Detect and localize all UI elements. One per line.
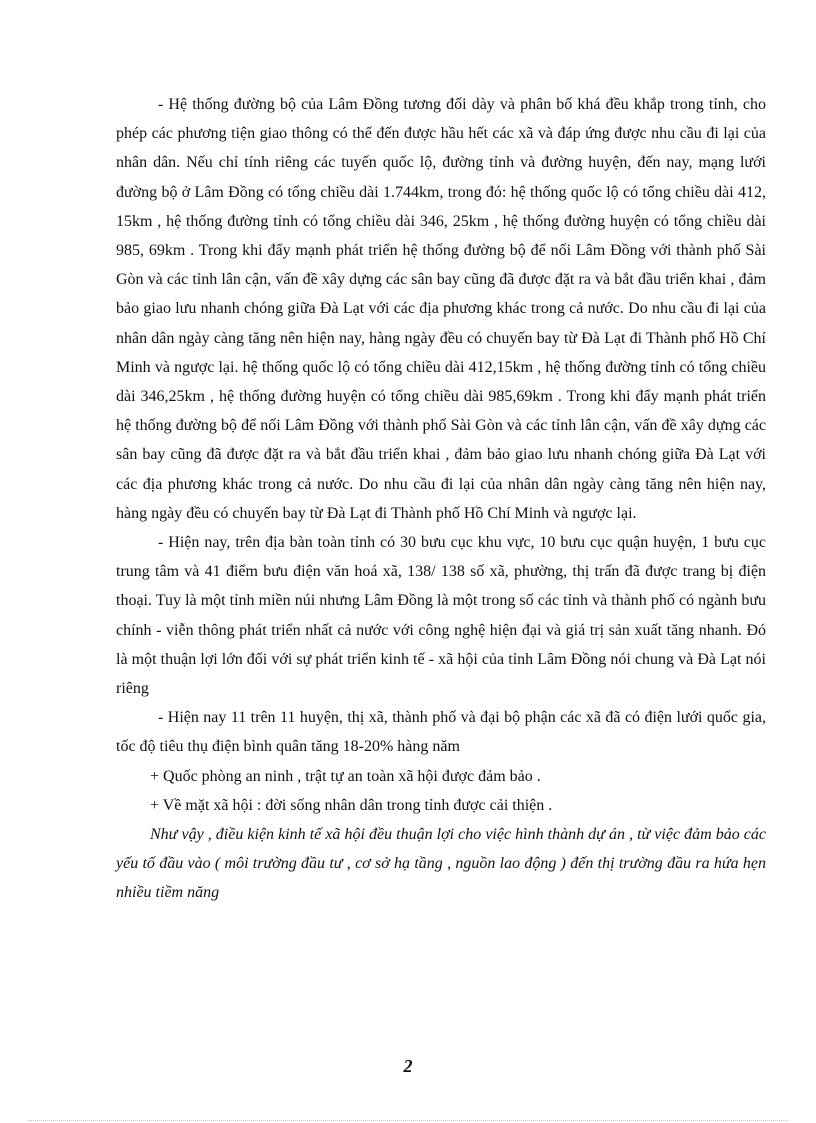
paragraph-social: + Về mặt xã hội : đời sống nhân dân trong tỉnh được cải thiện . xyxy=(150,796,553,814)
paragraph-road-network: - Hệ thống đường bộ của Lâm Đồng tương đối dày và phân bố khá đều khắp trong tỉnh, cho phép các phương tiện giao thông có thể đến được hầu hết các xã và đáp ứng được nhu cầu đi lại của nhân dân. Nếu chỉ tính riêng các tuyến quốc lộ, đường tỉnh và đường huyện, đến nay, mạng lưới đường bộ ở Lâm Đồng có tổng chiều dài 1.744km, trong đó: hệ thống quốc lộ có tổng chiều dài 412, 15km , hệ thống đường tỉnh có tổng chiều dài 346, 25km , hệ thống đường huyện có tổng chiều dài 985, 69km . Trong khi đẩy mạnh phát triển hệ thống đường bộ để nối Lâm Đồng với thành phố Sài Gòn và các tỉnh lân cận, vấn đề xây dựng các sân bay cũng đã được đặt ra và bắt đầu triển khai , đảm bảo giao lưu nhanh chóng giữa Đà Lạt với các địa phương khác trong cả nước. Do nhu cầu đi lại của nhân dân ngày càng tăng nên hiện nay, hàng ngày đều có chuyến bay từ Đà Lạt đi Thành phố Hồ Chí Minh và ngược lại. hệ thống quốc lộ có tổng chiều dài 412,15km , hệ thống đường tỉnh có tổng chiều dài 346,25km , hệ thống đường huyện có tổng chiều dài 985,69km . Trong khi đẩy mạnh phát triển hệ thống đường bộ để nối Lâm Đồng với thành phố Sài Gòn và các tỉnh lân cận, vấn đề xây dựng các sân bay cũng đã được đặt ra và bắt đầu triển khai , đảm bảo giao lưu nhanh chóng giữa Đà Lạt với các địa phương khác trong cả nước. Do nhu cầu đi lại của nhân dân ngày càng tăng nên hiện nay, hàng ngày đều có chuyến bay từ Đà Lạt đi Thành phố Hồ Chí Minh và ngược lại. xyxy=(116,96,766,522)
page-number: 2 xyxy=(403,1056,413,1076)
paragraph-conclusion: Như vậy , điều kiện kinh tế xã hội đều thuận lợi cho việc hình thành dự án , từ việc đảm bảo các yếu tố đầu vào ( môi trường đầu tư , cơ sở hạ tầng , nguồn lao động ) đến thị trường đầu ra hứa hẹn nhiều tiềm năng xyxy=(116,826,766,902)
paragraph-security: + Quốc phòng an ninh , trật tự an toàn xã hội được đảm bảo . xyxy=(150,767,541,785)
paragraph-electricity: - Hiện nay 11 trên 11 huyện, thị xã, thành phố và đại bộ phận các xã đã có điện lưới quốc gia, tốc độ tiêu thụ điện bình quân tăng 18-20% hàng năm xyxy=(116,709,766,756)
paragraph-postal-services: - Hiện nay, trên địa bàn toàn tỉnh có 30 bưu cục khu vực, 10 bưu cục quận huyện, 1 bưu cục trung tâm và 41 điểm bưu điện văn hoá xã, 138/ 138 số xã, phường, thị trấn đã được trang bị điện thoại. Tuy là một tỉnh miền núi nhưng Lâm Đồng là một trong số các tỉnh và thành phố có ngành bưu chính - viễn thông phát triển nhất cả nước với công nghệ hiện đại và giá trị sản xuất tăng nhanh. Đó là một thuận lợi lớn đối với sự phát triển kinh tế - xã hội của tỉnh Lâm Đồng nói chung và Đà Lạt nói riêng xyxy=(116,534,766,698)
body-text xyxy=(116,90,766,908)
footer-divider xyxy=(28,1120,788,1121)
